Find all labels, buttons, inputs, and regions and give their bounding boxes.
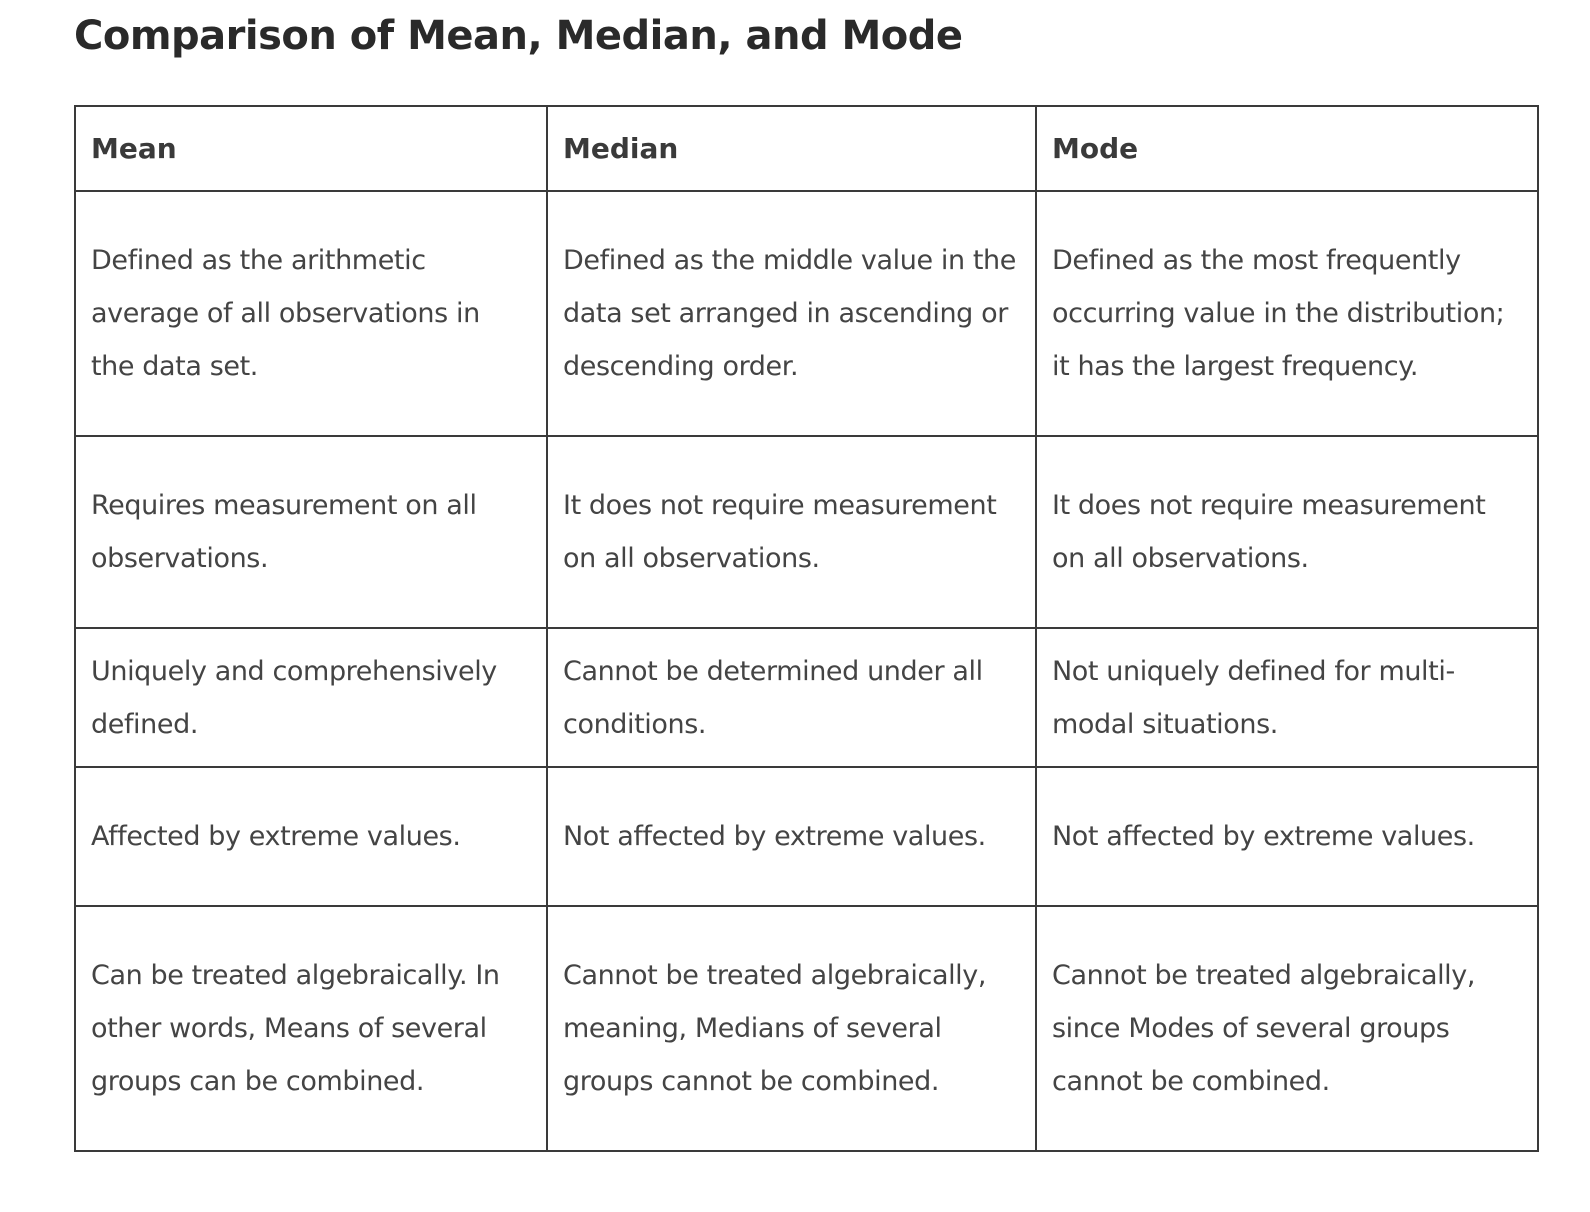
cell-median-uniqueness: Cannot be determined under all conditions.	[547, 628, 1036, 767]
cell-mean-extremes: Affected by extreme values.	[75, 767, 547, 906]
header-median: Median	[547, 106, 1036, 191]
cell-median-definition: Defined as the middle value in the data set arranged in ascending or descending order.	[547, 191, 1036, 436]
comparison-table	[74, 105, 1539, 1152]
table-row	[75, 628, 1538, 767]
cell-mean-algebraic: Can be treated algebraically. In other words, Means of several groups can be combined.	[75, 906, 547, 1151]
cell-median-extremes: Not affected by extreme values.	[547, 767, 1036, 906]
cell-median-measurement: It does not require measurement on all observations.	[547, 436, 1036, 628]
table-header-row	[75, 106, 1538, 191]
header-mean: Mean	[75, 106, 547, 191]
cell-median-algebraic: Cannot be treated algebraically, meaning, Medians of several groups cannot be combined.	[547, 906, 1036, 1151]
cell-mode-definition: Defined as the most frequently occurring value in the distribution; it has the largest frequency.	[1036, 191, 1538, 436]
header-mode: Mode	[1036, 106, 1538, 191]
cell-mode-measurement: It does not require measurement on all observations.	[1036, 436, 1538, 628]
table-row	[75, 906, 1538, 1151]
table-row	[75, 191, 1538, 436]
cell-mean-definition: Defined as the arithmetic average of all observations in the data set.	[75, 191, 547, 436]
cell-mean-measurement: Requires measurement on all observations.	[75, 436, 547, 628]
cell-mode-extremes: Not affected by extreme values.	[1036, 767, 1538, 906]
cell-mode-algebraic: Cannot be treated algebraically, since Modes of several groups cannot be combined.	[1036, 906, 1538, 1151]
page-title: Comparison of Mean, Median, and Mode	[74, 13, 963, 59]
cell-mean-uniqueness: Uniquely and comprehensively defined.	[75, 628, 547, 767]
cell-mode-uniqueness: Not uniquely defined for multi-modal situations.	[1036, 628, 1538, 767]
table-row	[75, 767, 1538, 906]
table-row	[75, 436, 1538, 628]
